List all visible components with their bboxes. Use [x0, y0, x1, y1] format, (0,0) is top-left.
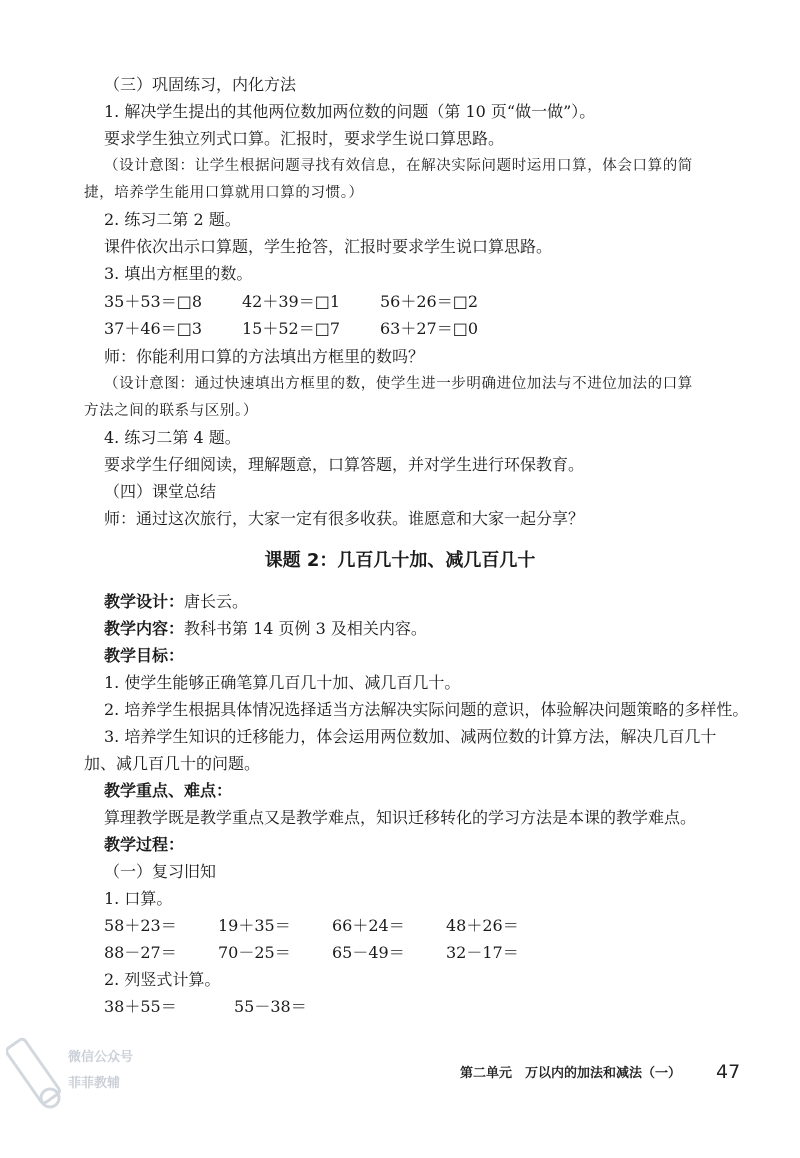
oral-problem: 32－17＝ [446, 943, 519, 962]
vertical-problem: 55－38＝ [234, 997, 307, 1016]
lesson-2-title: 课题 2：几百几十加、减几百几十 [264, 550, 536, 571]
item-3: 3. 填出方框里的数。 [104, 264, 253, 283]
goal-3-line-2: 加、减几百几十的问题。 [84, 754, 261, 773]
teaching-design-row [104, 591, 248, 613]
fill-problem: 37＋46＝□3 [104, 319, 203, 338]
item-1: 1. 解决学生提出的其他两位数加两位数的问题（第 10 页“做一做”）。 [104, 102, 596, 121]
oral-problem: 48＋26＝ [446, 916, 519, 935]
footer-unit-title: 第二单元 万以内的加法和减法（一） [460, 1066, 682, 1081]
fill-problem: 15＋52＝□7 [242, 319, 341, 338]
fill-problem: 56＋26＝□2 [380, 292, 479, 311]
item-4-description: 要求学生仔细阅读，理解题意，口算答题，并对学生进行环保教育。 [104, 455, 585, 474]
item-4: 4. 练习二第 4 题。 [104, 428, 241, 447]
vertical-problem: 38＋55＝ [104, 997, 177, 1016]
fill-problem: 35＋53＝□8 [104, 292, 203, 311]
oral-calculation-heading: 1. 口算。 [104, 889, 173, 908]
teaching-process-label: 教学过程： [104, 835, 185, 854]
teaching-content-label: 教学内容： [104, 619, 185, 638]
teaching-design-label: 教学设计： [104, 592, 185, 611]
teacher-question: 师：你能利用口算的方法填出方框里的数吗？ [104, 347, 425, 366]
key-points-text: 算理教学既是教学重点又是教学难点，知识迁移转化的学习方法是本课的教学难点。 [104, 808, 697, 827]
design-note-1-line-2: 捷，培养学生能用口算就用口算的习惯。） [84, 185, 364, 201]
key-points-label: 教学重点、难点： [104, 781, 233, 800]
watermark [6, 1036, 146, 1116]
item-2-description: 课件依次出示口算题，学生抢答，汇报时要求学生说口算思路。 [104, 237, 553, 256]
design-note-2-line-2: 方法之间的联系与区别。） [84, 403, 258, 419]
oral-problem: 88－27＝ [104, 943, 177, 962]
teaching-content-row [104, 618, 427, 640]
item-2: 2. 练习二第 2 题。 [104, 210, 241, 229]
watermark-line-1: 微信公众号 [68, 1050, 134, 1065]
vertical-calculation-heading: 2. 列竖式计算。 [104, 970, 221, 989]
page-number: 47 [716, 1061, 741, 1083]
goal-3-line-1: 3. 培养学生知识的迁移能力，体会运用两位数加、减两位数的计算方法，解决几百几十 [104, 727, 717, 746]
review-heading: （一）复习旧知 [104, 862, 217, 881]
item-1-requirement: 要求学生独立列式口算。汇报时，要求学生说口算思路。 [104, 129, 505, 148]
oral-problem: 70－25＝ [218, 943, 291, 962]
oral-problem: 58＋23＝ [104, 916, 177, 935]
oral-problem: 65－49＝ [332, 943, 405, 962]
pencil-icon [6, 1036, 76, 1116]
goal-1: 1. 使学生能够正确笔算几百几十加、减几百几十。 [104, 673, 461, 692]
teaching-content-value: 教科书第 14 页例 3 及相关内容。 [184, 619, 427, 638]
oral-problem: 66＋24＝ [332, 916, 405, 935]
fill-problem: 42＋39＝□1 [242, 292, 341, 311]
teacher-summary: 师：通过这次旅行，大家一定有很多收获。谁愿意和大家一起分享？ [104, 509, 585, 528]
goal-2: 2. 培养学生根据具体情况选择适当方法解决实际问题的意识，体验解决问题策略的多样性。 [104, 700, 749, 719]
fill-problem: 63＋27＝□0 [380, 319, 479, 338]
design-note-2-line-1: （设计意图：通过快速填出方框里的数，使学生进一步明确进位加法与不进位加法的口算 [104, 376, 693, 392]
section-3-heading: （三）巩固练习，内化方法 [104, 75, 297, 94]
design-note-1-line-1: （设计意图：让学生根据问题寻找有效信息，在解决实际问题时运用口算，体会口算的简 [104, 158, 693, 174]
teaching-goals-label: 教学目标： [104, 646, 185, 665]
teaching-design-value: 唐长云。 [184, 592, 249, 611]
section-4-heading: （四）课堂总结 [104, 482, 217, 501]
watermark-line-2: 菲菲教辅 [68, 1076, 121, 1091]
oral-problem: 19＋35＝ [218, 916, 291, 935]
